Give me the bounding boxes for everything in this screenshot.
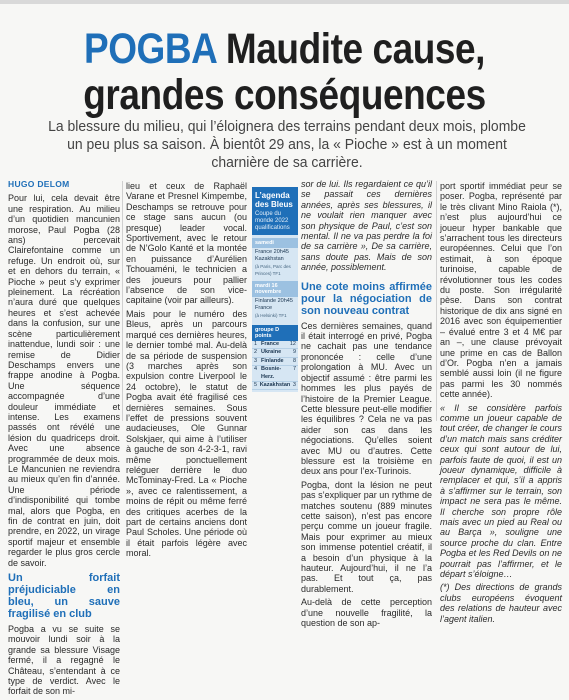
match-venue: (à Paris, Parc des Princes) TF1 — [255, 264, 291, 276]
standings-row: 4 Bosnie-Herz. 7 — [252, 366, 298, 382]
headline — [40, 26, 529, 118]
byline: HUGO DELOM — [8, 179, 70, 189]
subheading: Une cote moins affirmée pour la négociation de son nouveau contrat — [301, 280, 432, 317]
sidebar-title: L’agenda des Bleus — [252, 187, 298, 211]
match-fixture — [252, 297, 298, 320]
standings-header: groupe D points — [252, 325, 298, 341]
standings-row: 1 France 12 — [252, 341, 298, 349]
article-column-3 — [301, 179, 432, 631]
match-fixture — [252, 248, 298, 278]
paragraph: port sportif immédiat peur se poser. Pogba, représenté par le très clivant Mino Raiola (*), n’est plus aujourd’hui ce joueur hyper bankable que s’arrachent tous les directeurs européennes. Celui que l’on estimait, à son époque turinoise, capable de révolutionner tous les codes du poste. Son irrégularité pèse. Dans son contrat historique de dix ans signé en 2016 avec son équipementier – évalué entre 3 et 4 M€ par an –, une clause prévoyait une prime en cas de Ballon d’Or. Pogba n’en a jamais semblé aussi loin (il ne figure pas parmi les 30 nommés cette année). — [440, 181, 562, 400]
footnote: (*) Des directions de grands clubs européens évoquent des relations de hauteur avec l’agent italien. — [440, 582, 562, 624]
quote-paragraph: « Il se considère parfois comme un joueur capable de tout créer, de changer le cours d’un match mais sans créditer ceux qui sont autour de lui, parfois faute de quoi, il est un joueur dynamique, difficile à remplacer et qui, s’il a appris à s’affirmer sur le terrain, son impact ne sera pas le même. Il cherche son propre rôle mais avec un pied au Real ou au Barça », souligne une source proche du clan. Entre Pogba et les Red Devils on ne pourrait pas l’affirmer, et le départ s’éloigne… — [440, 402, 562, 580]
paragraph: Pogba, dont la lésion ne peut pas s’expliquer par un rythme de matches soutenu (889 minutes cette saison), n’est pas encore perçu comme un joueur fragile. Mais pour exprimer au mieux son immense potentiel créatif, il a besoin d’un physique à la hauteur. Aujourd’hui, il ne l’a pas. Et tout ça, pas durablement. — [301, 479, 432, 594]
column-divider — [122, 181, 123, 421]
headline-title-line2: grandes conséquences — [83, 71, 486, 119]
standfirst: La blessure du milieu, qui l’éloignera des terrains pendant deux mois, plombe un peu plus sa saison. À bientôt 29 ans, la « Pioche » est à un moment charnière de sa carrière. — [48, 118, 526, 171]
headline-title: Maudite cause, — [225, 25, 486, 73]
paragraph: lieu et ceux de Raphaël Varane et Presnel Kimpembe, Deschamps se retrouve pour ce stage sans aucun (ou presque) leader vocal. Sportivement, avec le retour de N’Golo Kanté et la montée en puissance d’Aurélien Tchouaméni, le technicien a des joueurs pour pallier l’absence de son vice-capitaine (voir par ailleurs). — [126, 181, 247, 306]
match-teams: Finlande 20h45 France — [255, 298, 293, 311]
standings-row: 3 Finlande 8 — [252, 358, 298, 366]
match-venue: (à Helsinki) TF1 — [255, 313, 287, 318]
agenda-sidebar — [252, 187, 298, 392]
article-column-1 — [8, 179, 120, 700]
article-column-2 — [126, 181, 247, 562]
paragraph: Ces dernières semaines, quand il était interrogé en privé, Pogba ne cachait pas une tendance prononcée : celle d’une prolongation à MU. Avec un objectif assumé : être parmi les hommes les plus payés de l’histoire de la Premier League. Cette blessure peut-elle modifier les équilibres ? Cela ne va pas aider son cas dans les négociations. Qu’elles soient avec MU ou d’autres. Cette blessure est la troisième en deux ans pour l’ex-Turinois. — [301, 320, 432, 477]
column-divider — [436, 181, 437, 421]
article-column-4 — [440, 181, 562, 627]
sidebar-subtitle: Coupe du monde 2022 qualifications — [252, 211, 298, 235]
paragraph: Au-delà de cette perception d’une nouvelle fragilité, la question de son ap- — [301, 597, 432, 629]
paragraph: Mais pour le numéro des Bleus, après un parcours marqué ces dernières heures, le dernier tombé mal. Au-delà de sa période de suspension (3 marches après son expulsion contre Liverpool le 24 octobre), le statut de Pogba avait été fragilisé ces dernières semaines. Sous l’effet de pressions souvent audacieuses, Ole Gunnar Solskjaer, qui aime à l’utiliser à gauche de son 4-2-3-1, ravi même ponctuellement reléguer derrière le duo McTominay-Fred. La « Pioche », avec ce ralentissement, a moins de répit ou même ferré des critiques acerbes de la part de certains anciens dont Paul Scholes. Une période où il était parfois légère avec moral. — [126, 308, 247, 559]
subheading: Un forfait préjudiciable en bleu, un sauve fragilisé en club — [8, 572, 120, 621]
quote-paragraph: sor de lui. Ils regardaient ce qu’il se passait ces dernières années, après ses blessures, il ne voulait rien manquer avec son physique de Paul, c’est son mental. Il ne va pas perdre la foi de sa carrière », De sa carrière, sans doute pas. Mais de son année, possiblement. — [301, 179, 432, 273]
paragraph: Pogba a vu se suite se mouvoir lundi soir à la grande sa blessure Visage fermé, il a regagné le Château, s’entendant à ce type de verdict. Avec le forfait de son mi- — [8, 624, 120, 697]
match-teams: France 20h45 Kazakhstan — [255, 249, 289, 262]
standings-row: 2 Ukraine 9 — [252, 349, 298, 357]
match-date: mardi 16 novembre — [252, 281, 298, 297]
paragraph: Pour lui, cela devait être une respiration. Au milieu d’un quotidien mancunien morose, Paul Pogba (28 ans) percevait Clairefontaine comme un refuge. Un endroit où, sur et en dehors du terrain, « Pioche » peut s’y exprimer pleinement. La récréation n’aura duré que quelques heures et s’est achevée dans la confusion, sur une scène particulièrement inattendue, lundi soir : une remise de Didier Deschamps envers une frappe anodine à Pogba. Une séquence accompagnée d’une douleur immédiate et intense. Les examens passés ont révélé une lésion du quadriceps droit. Avec une absence programmée de deux mois. Le Mancunien ne reviendra au mieux qu’en fin d’année. Une période d’indisponibilité qui tombe mal, alors que Pogba, en fin de contrat en juin, doit prendre, en 2022, un virage sportif majeur et ensemble regarder le plus gros cercle de savoir. — [8, 193, 120, 568]
match-date: samedi — [252, 238, 298, 248]
standings-row: 5 Kazakhstan 3 — [252, 382, 298, 390]
headline-name: POGBA — [83, 25, 217, 73]
top-rule — [0, 0, 569, 4]
